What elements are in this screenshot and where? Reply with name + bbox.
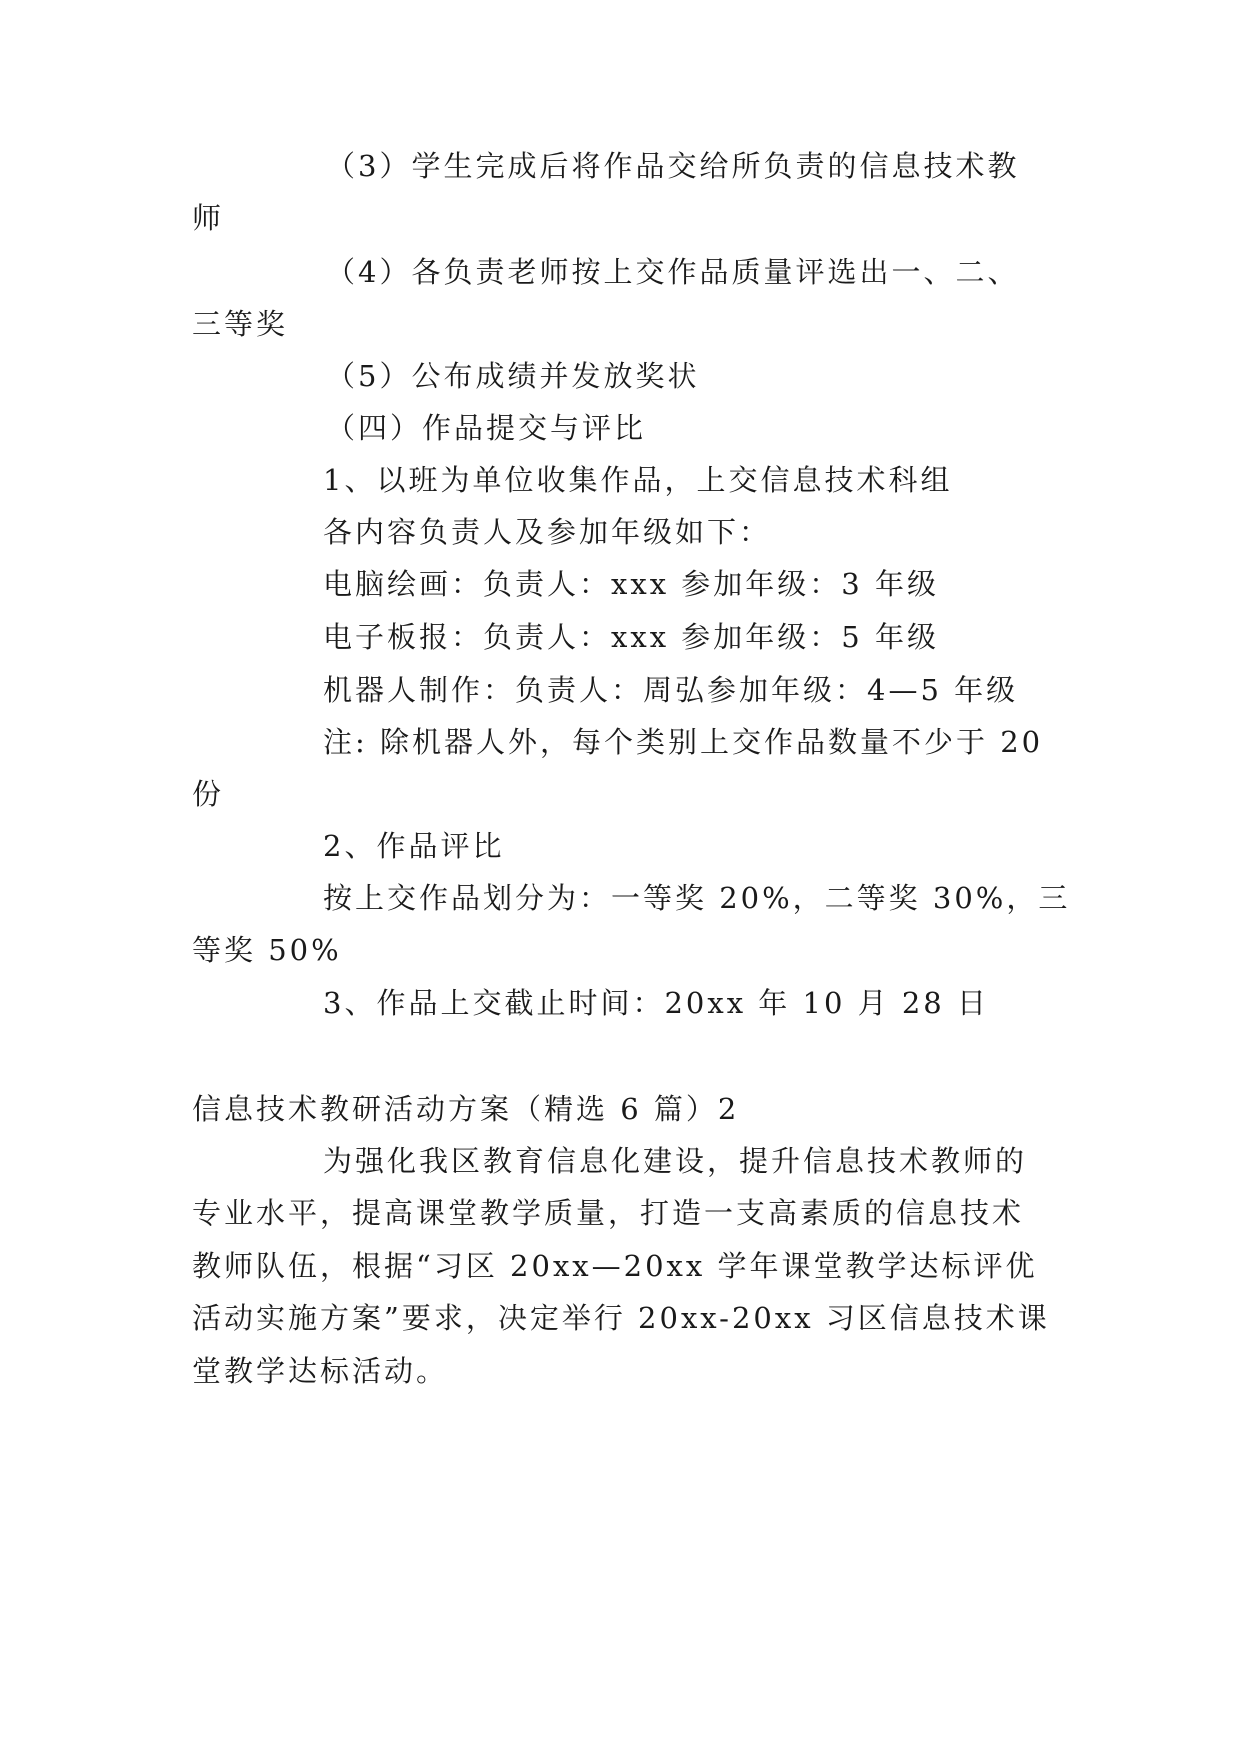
lead-electronic-board: 电子板报：负责人：xxx 参加年级：5 年级 — [323, 620, 939, 654]
note-line-1: 注: 除机器人外，每个类别上交作品数量不少于 20 — [323, 725, 1044, 759]
item-5: （5）公布成绩并发放奖状 — [326, 359, 700, 393]
ratio-line-2: 等奖 50% — [192, 933, 342, 967]
note-line-2: 份 — [192, 777, 225, 811]
item-4-line-1: （4）各负责老师按上交作品质量评选出一、二、 — [326, 255, 1020, 289]
lead-robot-making: 机器人制作：负责人：周弘参加年级：4—5 年级 — [323, 673, 1019, 707]
point-3: 3、作品上交截止时间：20xx 年 10 月 28 日 — [323, 986, 989, 1020]
leads-intro: 各内容负责人及参加年级如下： — [323, 515, 772, 549]
point-1: 1、以班为单位收集作品，上交信息技术科组 — [323, 463, 953, 497]
point-2: 2、作品评比 — [323, 829, 505, 863]
item-3-line-2: 师 — [192, 201, 225, 235]
section-2-title: 信息技术教研活动方案（精选 6 篇）2 — [192, 1092, 740, 1126]
item-4-line-2: 三等奖 — [192, 307, 289, 341]
section-2-para-line-4: 活动实施方案”要求，决定举行 20xx-20xx 习区信息技术课 — [192, 1301, 1050, 1335]
section-2-para-line-3: 教师队伍，根据“习区 20xx—20xx 学年课堂教学达标评优 — [192, 1249, 1038, 1283]
section-2-para-line-2: 专业水平，提高课堂教学质量，打造一支高素质的信息技术 — [192, 1196, 1025, 1230]
heading-section-4: （四）作品提交与评比 — [326, 411, 647, 445]
ratio-line-1: 按上交作品划分为：一等奖 20%，二等奖 30%，三 — [323, 881, 1071, 915]
item-3-line-1: （3）学生完成后将作品交给所负责的信息技术教 — [326, 149, 1020, 183]
lead-computer-drawing: 电脑绘画：负责人：xxx 参加年级：3 年级 — [323, 567, 939, 601]
section-2-para-line-1: 为强化我区教育信息化建设，提升信息技术教师的 — [323, 1144, 1028, 1178]
section-2-para-line-5: 堂教学达标活动。 — [192, 1354, 449, 1388]
